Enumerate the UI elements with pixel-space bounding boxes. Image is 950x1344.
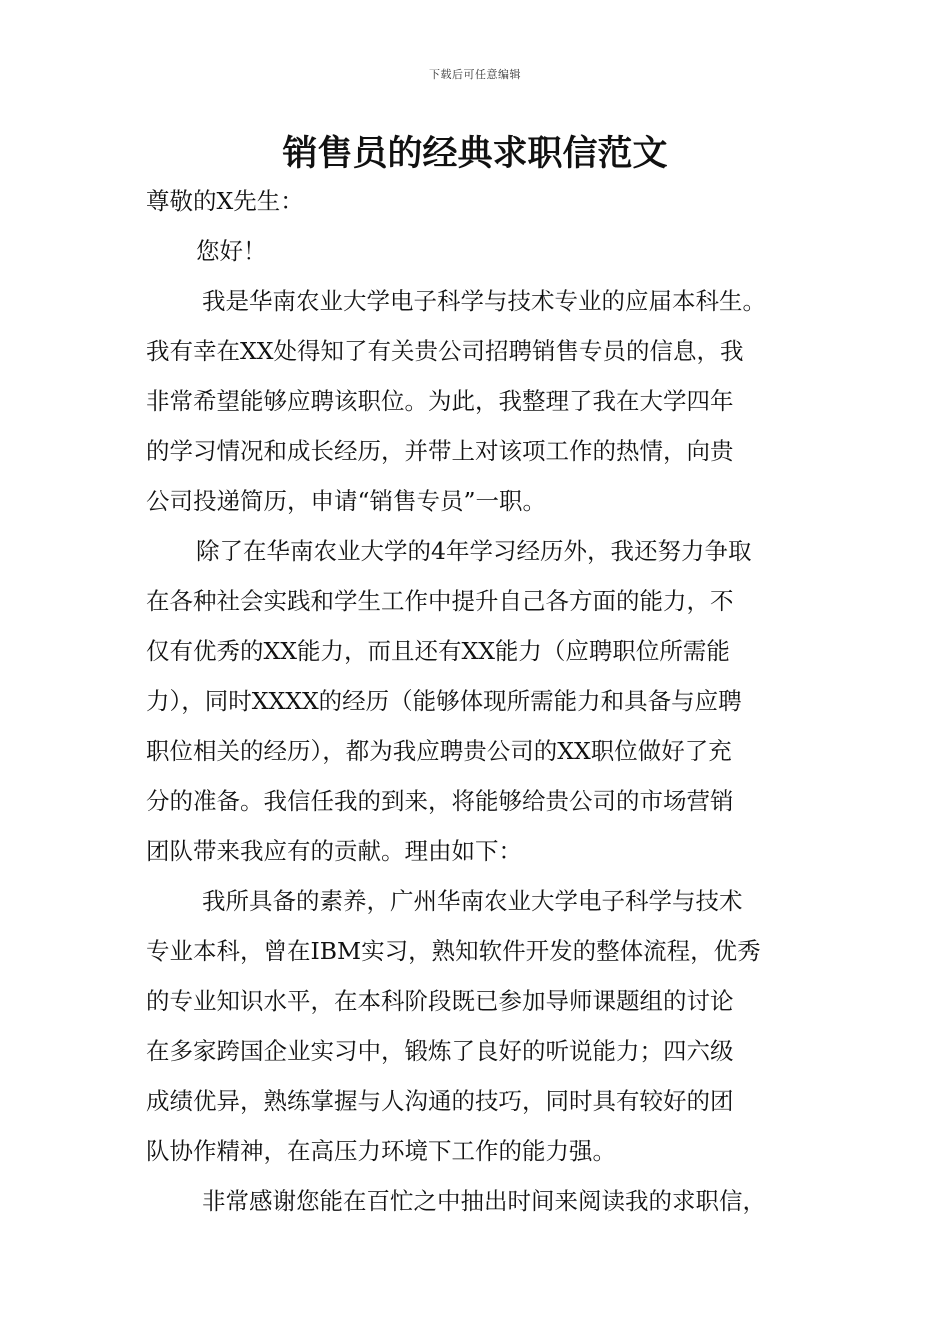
paragraph-1-line: 非常希望能够应聘该职位。为此，我整理了我在大学四年 [146, 387, 734, 415]
paragraph-3-line: 在多家跨国企业实习中，锻炼了良好的听说能力；四六级 [146, 1037, 734, 1065]
paragraph-1-line: 的学习情况和成长经历，并带上对该项工作的热情，向贵 [146, 437, 734, 465]
paragraph-1-line: 我有幸在XX处得知了有关贵公司招聘销售专员的信息，我 [146, 337, 744, 365]
paragraph-2-line: 分的准备。我信任我的到来，将能够给贵公司的市场营销 [146, 787, 734, 815]
paragraph-3-line: 成绩优异，熟练掌握与人沟通的技巧，同时具有较好的团 [146, 1087, 734, 1115]
greeting: 您好！ [196, 237, 267, 265]
paragraph-3-line: 的专业知识水平，在本科阶段既已参加导师课题组的讨论 [146, 987, 734, 1015]
paragraph-2-line: 仅有优秀的XX能力，而且还有XX能力（应聘职位所需能 [146, 637, 730, 665]
paragraph-2-line: 力），同时XXXX的经历（能够体现所需能力和具备与应聘 [146, 687, 742, 715]
paragraph-2-line: 除了在华南农业大学的4年学习经历外，我还努力争取 [196, 537, 752, 565]
paragraph-3-line: 队协作精神，在高压力环境下工作的能力强。 [146, 1137, 616, 1165]
document-title: 销售员的经典求职信范文 [282, 134, 668, 174]
paragraph-2-line: 团队带来我应有的贡献。理由如下： [146, 837, 522, 865]
paragraph-1-line: 我是华南农业大学电子科学与技术专业的应届本科生。 [202, 287, 766, 315]
letter-body [146, 176, 836, 1226]
salutation: 尊敬的X先生： [146, 187, 304, 215]
paragraph-1-line: 公司投递简历，申请“销售专员”一职。 [146, 487, 547, 515]
paragraph-3-line: 我所具备的素养，广州华南农业大学电子科学与技术 [202, 887, 743, 915]
paragraph-3-line: 专业本科，曾在IBM实习，熟知软件开发的整体流程，优秀 [146, 937, 761, 965]
paragraph-4-line: 非常感谢您能在百忙之中抽出时间来阅读我的求职信， [202, 1187, 766, 1215]
header-note: 下载后可任意编辑 [429, 68, 521, 81]
paragraph-2-line: 职位相关的经历），都为我应聘贵公司的XX职位做好了充 [146, 737, 732, 765]
paragraph-2-line: 在各种社会实践和学生工作中提升自己各方面的能力，不 [146, 587, 734, 615]
